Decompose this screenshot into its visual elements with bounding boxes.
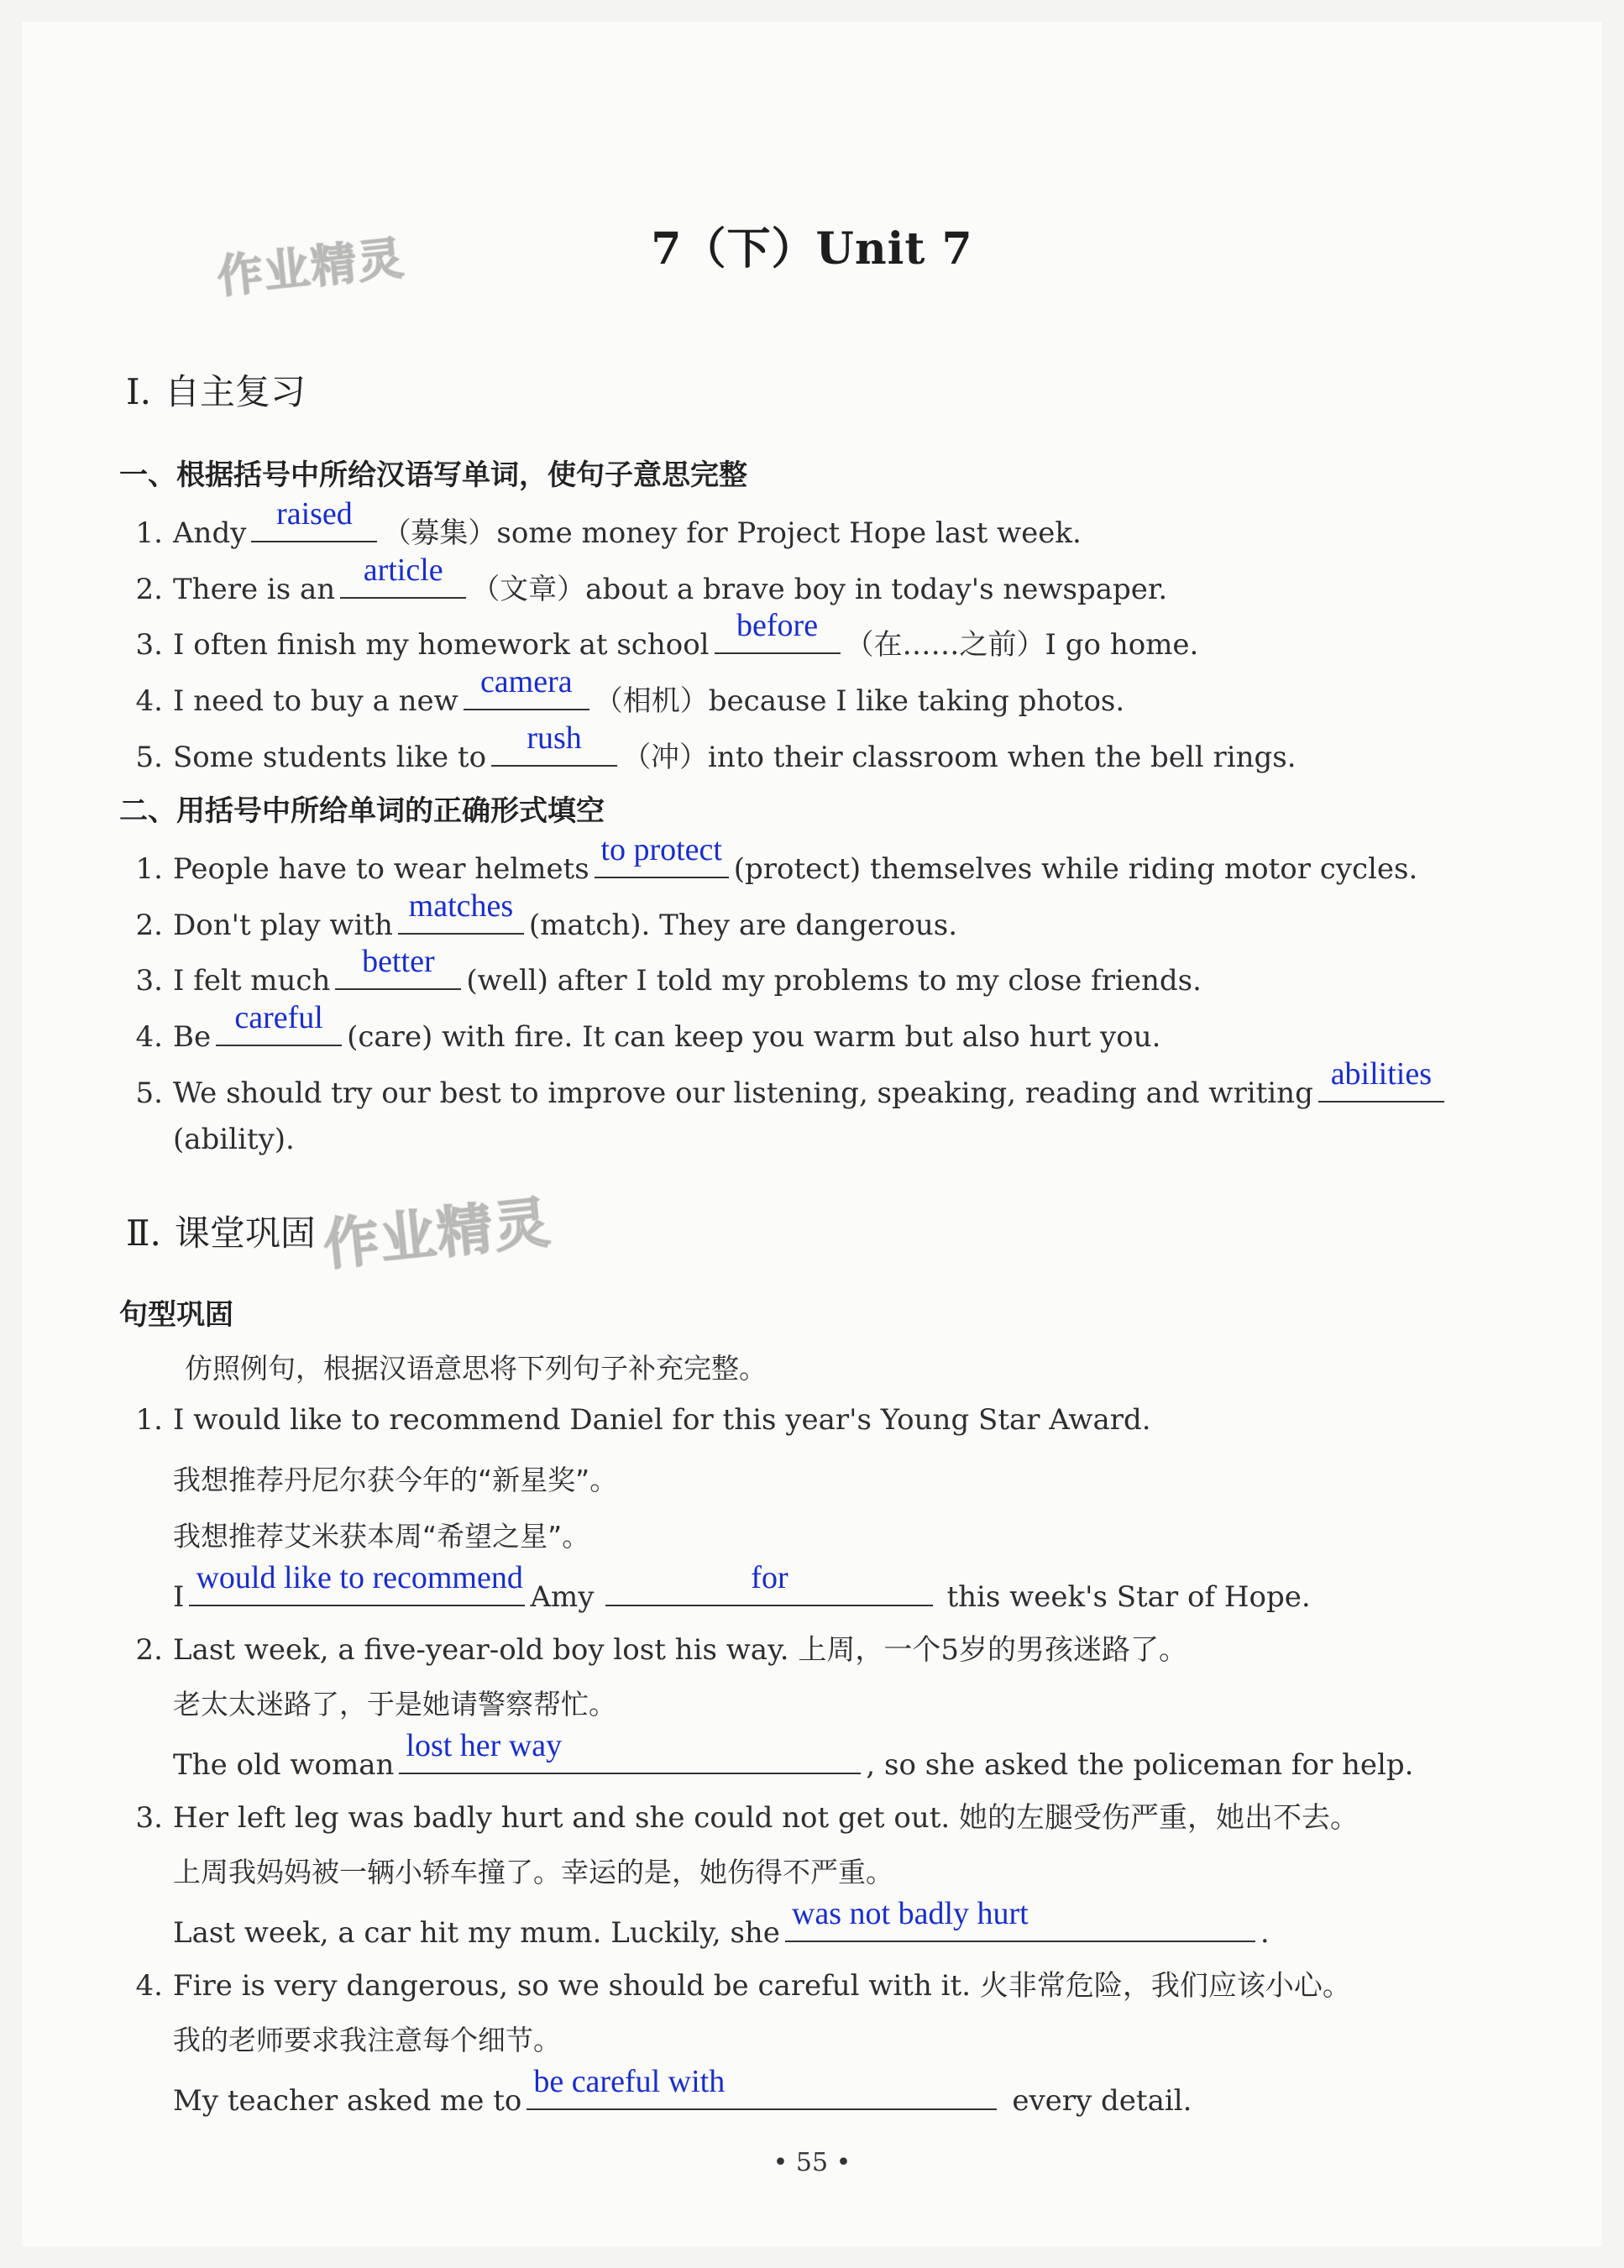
section2-title: 课堂巩固 xyxy=(174,1213,316,1254)
section2-heading xyxy=(126,1206,316,1256)
answer-blank[interactable]: would like to recommend xyxy=(189,1571,525,1606)
answer-blank[interactable]: careful xyxy=(216,1011,342,1046)
answer-blank[interactable]: matches xyxy=(398,899,524,935)
part1-item-1: 1. Andy raised （募集）some money for Project Hope last week. xyxy=(135,496,1082,550)
q4-answer-line: My teacher asked me to be careful with every detail. xyxy=(173,2064,1192,2118)
answer-blank[interactable]: was not badly hurt xyxy=(785,1907,1255,1942)
q2-example: 2. Last week, a five-year-old boy lost his way. 上周，一个5岁的男孩迷路了。 xyxy=(135,1633,1188,1667)
q2-answer-line: The old woman lost her way , so she asked the policeman for help. xyxy=(173,1728,1414,1782)
q2-task-cn: 老太太迷路了，于是她请警察帮忙。 xyxy=(173,1688,616,1721)
watermark-top: 作业精灵 xyxy=(214,231,408,304)
section2-subheading: 句型巩固 xyxy=(119,1298,233,1332)
answer-blank[interactable]: lost her way xyxy=(399,1739,861,1774)
part1-item-5: 5. Some students like to rush （冲）into their classroom when the bell rings. xyxy=(135,720,1297,774)
section1-title: 自主复习 xyxy=(164,371,306,412)
answer-blank[interactable]: article xyxy=(340,563,466,599)
worksheet-page xyxy=(22,22,1602,2246)
q3-task-cn: 上周我妈妈被一辆小轿车撞了。幸运的是，她伤得不严重。 xyxy=(173,1856,893,1888)
answer-blank[interactable]: to protect xyxy=(595,843,729,878)
part1-heading: 一、根据括号中所给汉语写单词，使句子意思完整 xyxy=(119,458,747,492)
page-title: 7（下）Unit 7 xyxy=(651,223,973,275)
q1-example-cn: 我想推荐丹尼尔获今年的“新星奖”。 xyxy=(173,1464,618,1496)
part2-item-3: 3. I felt much better (well) after I told my problems to my close friends. xyxy=(135,944,1202,998)
q4-example: 4. Fire is very dangerous, so we should be careful with it. 火非常危险，我们应该小心。 xyxy=(135,1969,1351,2003)
watermark-middle: 作业精灵 xyxy=(320,1189,554,1278)
part1-item-4: 4. I need to buy a new camera （相机）because I like taking photos. xyxy=(135,664,1125,718)
answer-blank[interactable]: raised xyxy=(251,507,377,542)
q1-example: 1. I would like to recommend Daniel for this year's Young Star Award. xyxy=(135,1403,1151,1437)
section2-instruction: 仿照例句，根据汉语意思将下列句子补充完整。 xyxy=(185,1352,767,1385)
q1-task-cn: 我想推荐艾米获本周“希望之星”。 xyxy=(173,1520,590,1553)
part2-item-4: 4. Be careful (care) with fire. It can keep you warm but also hurt you. xyxy=(135,1000,1161,1054)
part2-item-5-continued: (ability). xyxy=(173,1123,295,1156)
part2-item-1: 1. People have to wear helmets to protect (protect) themselves while riding motor cycles. xyxy=(135,832,1418,886)
section1-heading xyxy=(126,364,306,415)
answer-blank[interactable]: abilities xyxy=(1318,1067,1444,1103)
part1-item-3: 3. I often finish my homework at school before （在……之前）I go home. xyxy=(135,608,1199,662)
page-number: • 55 • xyxy=(773,2148,851,2177)
q3-example: 3. Her left leg was badly hurt and she could not get out. 她的左腿受伤严重，她出不去。 xyxy=(135,1801,1359,1835)
part1-item-2: 2. There is an article （文章）about a brave boy in today's newspaper. xyxy=(135,553,1168,606)
q1-answer-line: I would like to recommend Amy for this week's Star of Hope. xyxy=(173,1560,1311,1614)
answer-blank[interactable]: camera xyxy=(464,675,589,710)
part2-item-5: 5. We should try our best to improve our listening, speaking, reading and writing abilities xyxy=(119,1067,1449,1110)
part2-heading: 二、用括号中所给单词的正确形式填空 xyxy=(119,794,605,828)
q4-task-cn: 我的老师要求我注意每个细节。 xyxy=(173,2024,561,2056)
q3-answer-line: Last week, a car hit my mum. Luckily, she was not badly hurt . xyxy=(173,1896,1270,1950)
answer-blank[interactable]: before xyxy=(715,619,841,654)
answer-blank[interactable]: for xyxy=(605,1571,933,1606)
answer-blank[interactable]: rush xyxy=(491,731,617,767)
part2-item-2: 2. Don't play with matches (match). They are dangerous. xyxy=(135,888,958,942)
section2-numeral: Ⅱ. xyxy=(126,1213,161,1254)
answer-blank[interactable]: be careful with xyxy=(526,2075,997,2110)
section1-numeral: Ⅰ. xyxy=(126,371,151,412)
answer-blank[interactable]: better xyxy=(335,955,461,990)
